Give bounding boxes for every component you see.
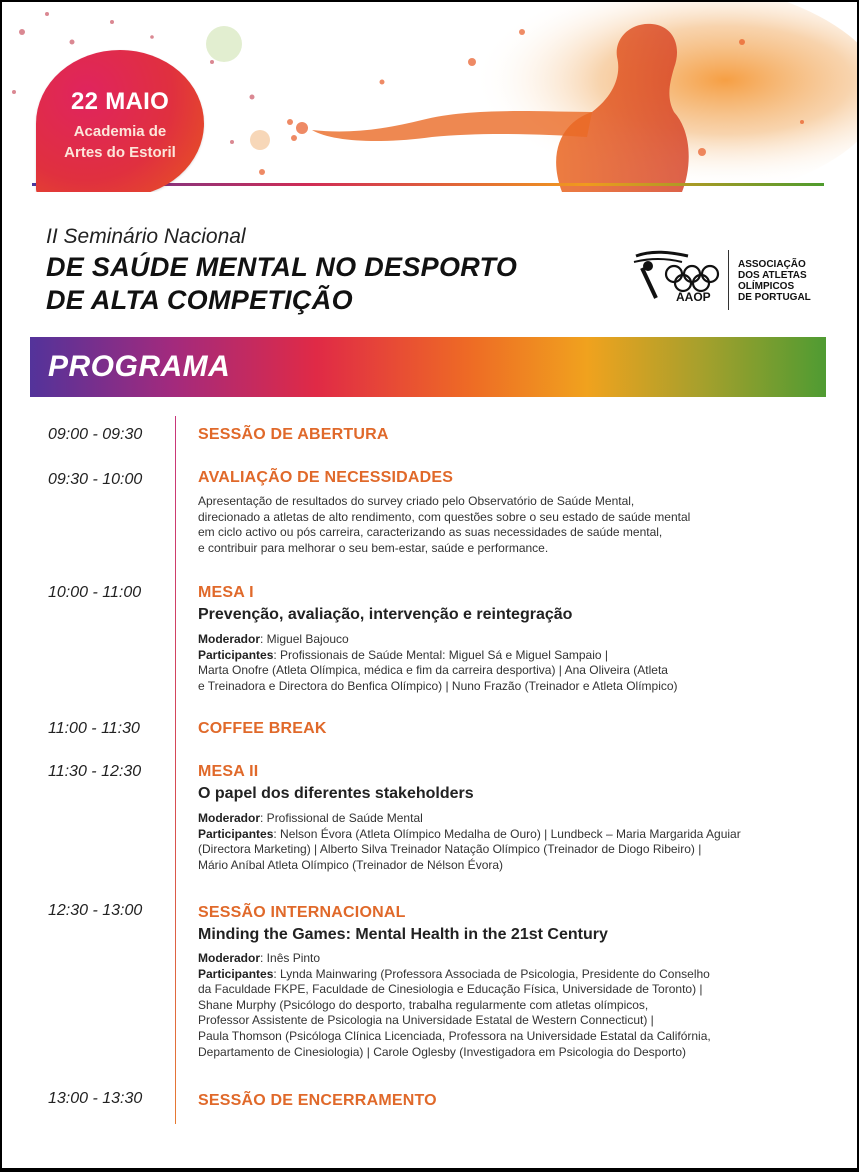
session-time: 13:00 - 13:30 — [48, 1090, 143, 1107]
seminar-title-line2: DE ALTA COMPETIÇÃO — [46, 285, 353, 315]
logo-name-line: DOS ATLETAS — [738, 270, 807, 281]
session-title: SESSÃO DE ENCERRAMENTO — [198, 1092, 437, 1109]
participants-line — [198, 967, 711, 983]
participants-label: Participantes — [198, 966, 274, 981]
session-title: SESSÃO INTERNACIONAL — [198, 904, 406, 921]
moderator-line — [198, 951, 711, 967]
event-venue-line2: Artes do Estoril — [64, 144, 176, 161]
participants-line: Shane Murphy (Psicólogo do desporto, trabalha regularmente com atletas olímpicos, — [198, 997, 649, 1012]
participants-line: Professor Assistente de Psicologia na Universidade Estatal de Western Connecticut) | — [198, 1013, 654, 1028]
session-subtitle: Prevenção, avaliação, intervenção e reintegração — [198, 606, 573, 623]
event-venue-line1: Academia de — [73, 123, 167, 140]
participants-line — [198, 648, 678, 664]
moderator-label: Moderador — [198, 811, 261, 825]
flyer-page — [2, 2, 857, 1168]
session-details — [198, 811, 741, 873]
participants-label: Participantes — [198, 647, 274, 662]
session-details — [198, 951, 711, 1060]
description-line: Apresentação de resultados do survey criado pelo Observatório de Saúde Mental, — [198, 494, 635, 508]
session-subtitle: O papel dos diferentes stakeholders — [198, 785, 474, 802]
participants-text: : Nelson Évora (Atleta Olímpico Medalha de Ouro) | Lundbeck – Maria Margarida Aguiar — [273, 826, 741, 841]
moderator-name: : Profissional de Saúde Mental — [260, 811, 423, 825]
participants-text: : Lynda Mainwaring (Professora Associada de Psicologia, Presidente do Conselho — [273, 966, 710, 981]
description-line: em ciclo activo ou pós carreira, caracterizando as suas necessidades de saúde mental, — [198, 525, 663, 540]
seminar-title-line1: DE SAÚDE MENTAL NO DESPORTO — [46, 252, 518, 282]
moderator-label: Moderador — [198, 632, 261, 646]
moderator-name: : Miguel Bajouco — [260, 632, 349, 646]
logo-acronym: AAOP — [676, 290, 711, 304]
session-subtitle: Minding the Games: Mental Health in the 21st Century — [198, 926, 608, 943]
description-line: direcionado a atletas de alto rendimento, com questões sobre o seu estado de saúde mental — [198, 509, 691, 524]
moderator-line — [198, 632, 678, 648]
participants-line: Marta Onofre (Atleta Olímpica, médica e fim da carreira desportiva) | Ana Oliveira (Atleta — [198, 663, 668, 678]
participants-line: da Faculdade FKPE, Faculdade de Cinesiologia e Educação Física, Universidade de Toronto) | — [198, 982, 703, 997]
participants-label: Participantes — [198, 826, 274, 841]
seminar-subtitle: II Seminário Nacional — [46, 225, 246, 248]
session-title: AVALIAÇÃO DE NECESSIDADES — [198, 469, 454, 486]
session-time: 12:30 - 13:00 — [48, 902, 143, 919]
session-title: MESA I — [198, 584, 254, 601]
session-title: SESSÃO DE ABERTURA — [198, 426, 389, 443]
hero-banner — [2, 2, 857, 192]
logo-name-line: DE PORTUGAL — [738, 292, 811, 303]
session-time: 11:30 - 12:30 — [48, 763, 142, 780]
logo-name-line: ASSOCIAÇÃO — [738, 259, 806, 270]
participants-text: : Profissionais de Saúde Mental: Miguel Sá e Miguel Sampaio | — [273, 647, 609, 662]
logo-name — [738, 259, 811, 303]
session-description — [198, 494, 690, 556]
date-badge — [36, 50, 204, 192]
session-time: 11:00 - 11:30 — [48, 720, 140, 737]
moderator-line — [198, 811, 741, 827]
description-line: e contribuir para melhorar o seu bem-estar, saúde e performance. — [198, 540, 549, 555]
moderator-label: Moderador — [198, 951, 261, 965]
participants-line: e Treinadora e Directora do Benfica Olímpico) | Nuno Frazão (Treinador e Atleta Olímpico) — [198, 678, 678, 693]
logo-name-line: OLÍMPICOS — [738, 281, 795, 292]
timeline-line — [175, 416, 176, 1124]
session-time: 09:30 - 10:00 — [48, 471, 143, 488]
participants-line: Paula Thomson (Psicóloga Clínica Licenciada, Professora na Universidade Estatal da Califórnia, — [198, 1028, 711, 1043]
program-heading: PROGRAMA — [48, 350, 231, 383]
session-time: 10:00 - 11:00 — [48, 584, 142, 601]
participants-line: (Directora Marketing) | Alberto Silva Treinador Natação Olímpico (Treinador de Diogo Ribeiro) | — [198, 842, 702, 857]
participants-line: Mário Aníbal Atleta Olímpico (Treinador de Nélson Évora) — [198, 857, 504, 872]
moderator-name: : Inês Pinto — [260, 951, 321, 965]
session-details — [198, 632, 678, 694]
aaop-logo — [632, 246, 822, 316]
event-date: 22 MAIO — [70, 88, 170, 115]
session-time: 09:00 - 09:30 — [48, 426, 143, 443]
session-title: COFFEE BREAK — [198, 720, 327, 737]
session-title: MESA II — [198, 763, 259, 780]
logo-divider — [728, 250, 729, 310]
program-banner — [30, 337, 826, 397]
participants-line — [198, 827, 741, 843]
participants-line: Departamento de Cinesiologia) | Carole Oglesby (Investigadora em Psicologia do Desporto) — [198, 1044, 687, 1059]
